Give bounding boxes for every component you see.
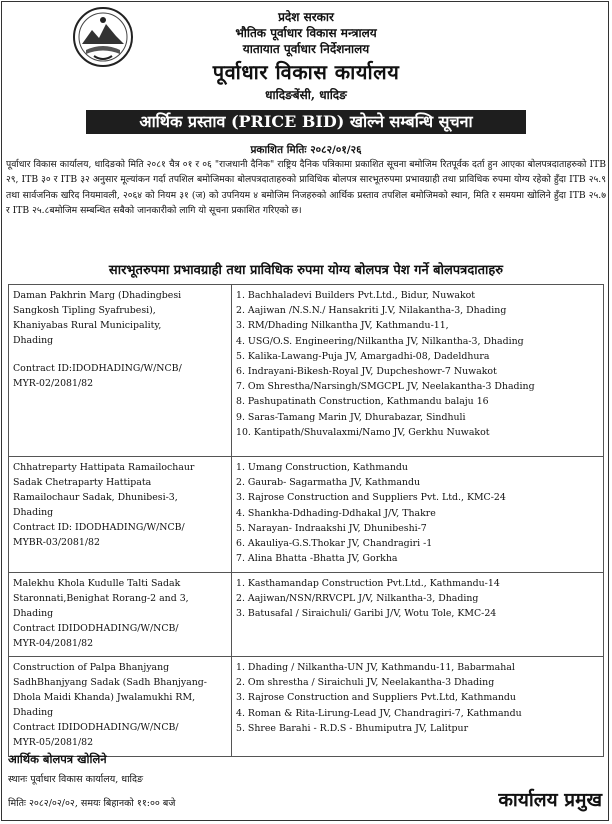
opening-place: स्थानः पूर्वाधार विकास कार्यालय, धादिङ [8,774,144,785]
table-row [9,457,604,573]
published-date: प्रकाशित मितिः २०८२/०१/२६ [250,144,362,156]
header-directorate: यातायात पूर्वाधार निर्देशनालय [242,42,370,56]
contract-id-line: MYR-05/2081/82 [13,737,94,748]
bidders-cell [232,285,604,457]
opening-datetime: मितिः २०८२/०२/०२, समयः बिहानको ११:०० बजे [8,798,176,809]
bidder-item: 3. Rajrose Construction and Suppliers Pvt. Ltd., KMC-24 [236,492,506,504]
contract-id-line: Contract IDIDODHADING/W/NCB/ [13,722,179,733]
contract-id-line: MYR-02/2081/82 [13,378,94,389]
project-name-line: Malekhu Khola Kudulle Talti Sadak [13,578,181,589]
bidder-item: 7. Om Shrestha/Narsingh/SMGCPL JV, Neelakantha-3 Dhading [236,381,535,393]
bidder-item: 3. Rajrose Construction and Suppliers Pvt.Ltd, Kathmandu [236,692,516,704]
bidder-item: 4. Shankha-Ddhading-Ddhakal J/V, Thakre [236,507,436,519]
bidder-item: 5. Narayan- Indraakshi JV, Dhunibeshi-7 [236,522,427,534]
project-cell [9,657,232,757]
header-province: प्रदेश सरकार [278,10,334,24]
bidder-item: 3. Batusafal / Siraichuli/ Garibi J/V, Wotu Tole, KMC-24 [236,608,497,620]
bidder-item: 1. Bachhaladevi Builders Pvt.Ltd., Bidur, Nuwakot [236,290,476,301]
bidder-item: 9. Saras-Tamang Marin JV, Dhurabazar, Sindhuli [236,411,466,423]
bidder-item: 4. Roman & Rita-Lirung-Lead JV, Chandragiri-7, Kathmandu [236,707,522,719]
project-name-line: Daman Pakhrin Marg (Dhadingbesi [13,290,182,301]
bidders-table [8,284,604,757]
bidder-item: 1. Kasthamandap Construction Pvt.Ltd., Kathmandu-14 [236,578,500,589]
bidder-item: 6. Indrayani-Bikesh-Royal JV, Dupcheshowr-7 Nuwakot [236,366,497,378]
intro-paragraph: पूर्वाधार विकास कार्यालय, धादिङको मिति २०८१ चैत्र ०१ र ०६ "राजधानी दैनिक" राष्ट्रिय दैनिक पत्रिकामा प्रकाशित सूचना बमोजिम रितपूर्वक दर्ता हुन आएका बोलपत्रदाताहरुको ITB २९, ITB ३० र ITB ३२ अनुसार मूल्यांकन गर्दा तपशिल बमोजिमका बोलपत्रदाताहरुको प्राविधिक बोलपत्र सारभूतरुपमा प्रभावग्राही तथा प्राविधिक रुपमा योग्य रहेको हुँदा ITB २५.९ तथा सार्वजनिक खरिद नियमावली, २०६४ को नियम ३१ (ज) को उपनियम ४ बमोजिम निजहरुको आर्थिक प्रस्ताव तपशिल बमोजिमको स्थान, मिति र समयमा खोलिने हुँदा ITB २५.७ र ITB २५.८बमोजिम सम्बन्धित सबैको जानकारीको लागि यो सूचना प्रकाशित गरिएको छ। [6,159,606,217]
project-name-line: Ramailochaur Sadak, Dhunibesi-3, [13,492,178,503]
contract-id-line: Contract ID:IDODHADING/W/NCB/ [13,363,182,374]
project-name-line: Dhading [13,707,54,718]
bidder-item: 7. Alina Bhatta -Bhatta JV, Gorkha [236,553,398,565]
contract-id-line: Contract IDIDODHADING/W/NCB/ [13,623,179,634]
contract-id-line: MYR-04/2081/82 [13,638,94,649]
bidder-item: 1. Dhading / Nilkantha-UN JV, Kathmandu-11, Babarmahal [236,662,515,673]
bidder-item: 2. Aajiwan/NSN/RRVCPL J/V, Nilkantha-3, Dhading [236,593,479,605]
project-name-line: Chhatreparty Hattipata Ramailochaur [13,462,195,473]
bidder-item: 6. Akauliya-G.S.Thokar JV, Chandragiri -1 [236,538,433,550]
table-row [9,657,604,757]
bidder-item: 2. Gaurab- Sagarmatha JV, Kathmandu [236,477,421,489]
header-location: धादिङबेंसी, धादिङ [265,88,347,102]
project-name-line: Khaniyabas Rural Municipality, [13,320,162,331]
project-name-line: Sangkosh Tipling Syafrubesi), [13,305,156,316]
header-ministry: भौतिक पूर्वाधार विकास मन्त्रालय [235,26,377,40]
nepal-emblem-icon [72,6,134,68]
notice-title-banner: आर्थिक प्रस्ताव (PRICE BID) खोल्ने सम्बन्धि सूचना [86,110,526,134]
office-chief-signature: कार्यालय प्रमुख [498,789,602,811]
bidder-item: 5. Shree Barahi - R.D.S - Bhumiputra JV, Lalitpur [236,722,469,734]
project-name-line: Dhading [13,507,54,518]
contract-id-line: Contract ID: IDODHADING/W/NCB/ [13,522,185,533]
project-cell [9,573,232,657]
bidders-cell [232,457,604,573]
bidder-item: 3. RM/Dhading Nilkantha JV, Kathmandu-11, [236,320,449,332]
table-row [9,573,604,657]
bidders-subheading: सारभूतरुपमा प्रभावग्राही तथा प्राविधिक रुपमा योग्य बोलपत्र पेश गर्ने बोलपत्रदाताहरु [108,263,504,278]
bidders-cell [232,657,604,757]
bidders-cell [232,573,604,657]
project-name-line: Dhola Maidi Khanda) Jwalamukhi RM, [13,692,196,703]
bidder-item: 2. Om shrestha / Siraichuli JV, Neelakantha-3 Dhading [236,677,495,689]
project-name-line: Dhading [13,608,54,619]
bidder-item: 5. Kalika-Lawang-Puja JV, Amargadhi-08, Dadeldhura [236,350,490,362]
project-name-line: Sadak Chetraparty Hattipata [13,477,152,488]
bidder-item: 8. Pashupatinath Construction, Kathmandu balaju 16 [236,396,489,408]
contract-id-line: MYBR-03/2081/82 [13,537,100,548]
bidder-item: 10. Kantipath/Shuvalaxmi/Namo JV, Gerkhu Nuwakot [236,426,490,438]
project-name-line: SadhBhanjyang Sadak (Sadh Bhanjyang- [13,677,207,688]
project-name-line: Staronnati,Benighat Rorang-2 and 3, [13,593,189,604]
project-cell [9,285,232,457]
table-row [9,285,604,457]
bidder-item: 4. USG/O.S. Engineering/Nilkantha JV, Nilkantha-3, Dhading [236,335,524,347]
header-office: पूर्वाधार विकास कार्यालय [212,60,400,84]
opening-heading: आर्थिक बोलपत्र खोलिने [8,752,107,766]
project-cell [9,457,232,573]
bidder-item: 1. Umang Construction, Kathmandu [236,462,408,473]
bidder-item: 2. Aajiwan /N.S.N./ Hansakriti J.V, Nilakantha-3, Dhading [236,305,507,317]
project-name-line: Construction of Palpa Bhanjyang [13,662,170,673]
project-name-line: Dhading [13,335,54,346]
